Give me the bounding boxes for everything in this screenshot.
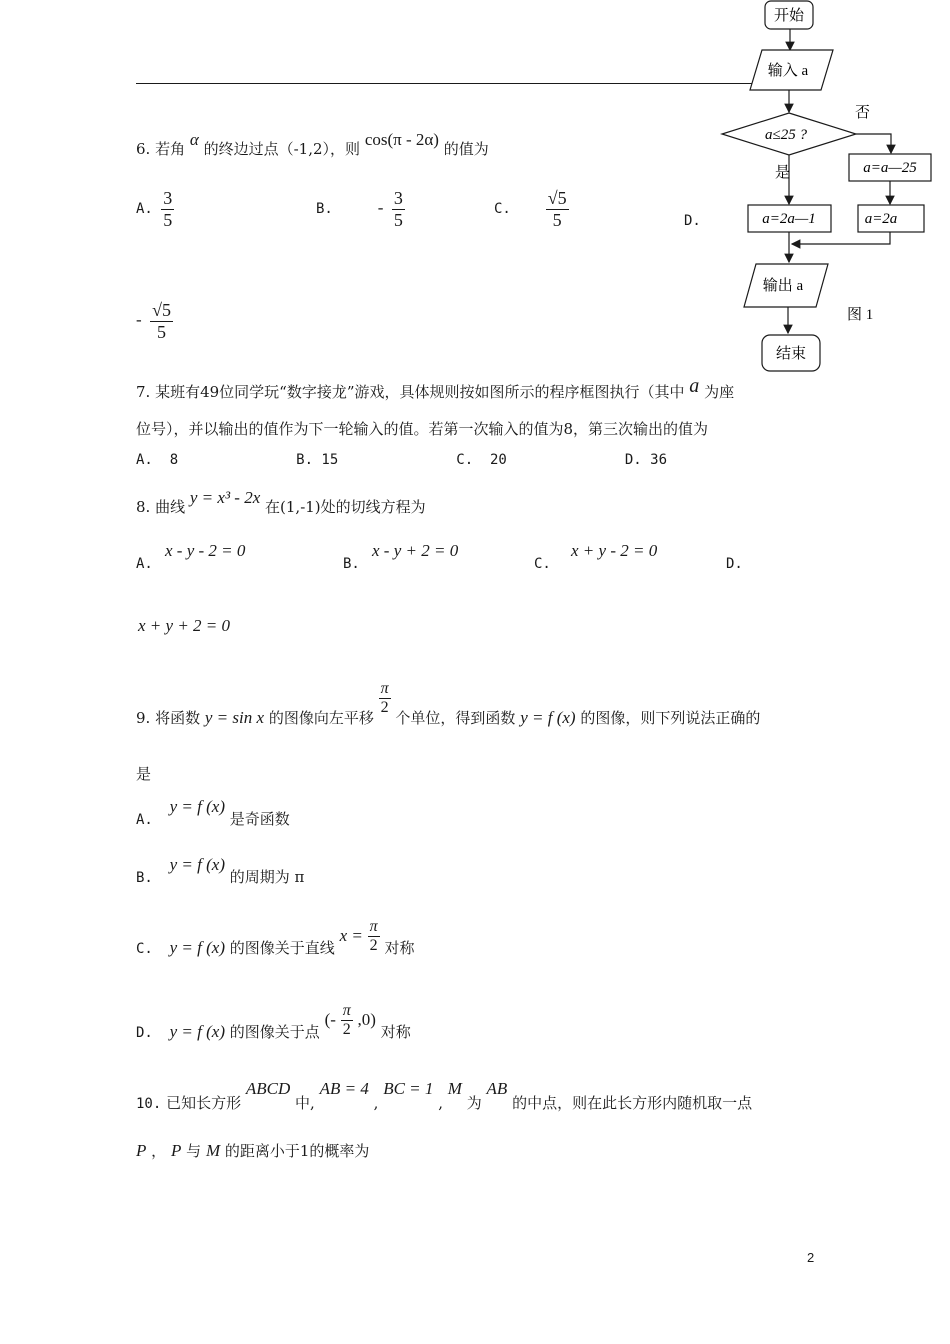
q6-opt-c-fraction xyxy=(546,188,569,230)
flow-caption: 图 1 xyxy=(847,307,874,323)
q7-options: A. 8 B. 15 C. 20 D. 36 xyxy=(136,452,668,468)
page-number: 2 xyxy=(807,1250,815,1265)
q9-opt-a-label: A. xyxy=(136,812,153,828)
q6-opt-b-num: 3 xyxy=(393,188,403,208)
q6-option-d-value xyxy=(136,300,173,342)
q9-option-d xyxy=(136,1002,411,1040)
q6-opt-d-label: D. xyxy=(684,213,701,229)
flow-condition-label: a≤25 ? xyxy=(765,127,807,143)
q9-opt-d-label: D. xyxy=(136,1024,153,1041)
q9-f1: y = sin x xyxy=(204,707,265,727)
flow-no-label: 否 xyxy=(855,105,871,121)
q10-abcd: ABCD xyxy=(245,1079,291,1098)
flow-left-label: a=2a—1 xyxy=(762,211,816,227)
q8-option-a xyxy=(136,556,153,572)
q9-opt-c-end: 对称 xyxy=(384,938,415,957)
q6-expr: cos(π - 2α) xyxy=(364,130,439,149)
q6-stem-post: 的值为 xyxy=(443,140,489,158)
flowchart xyxy=(700,0,950,380)
q6-opt-d-fraction xyxy=(150,300,173,342)
q9-opt-d-open: (- xyxy=(324,1009,336,1029)
q9-stem-cont: 是 xyxy=(136,765,152,783)
q9-shift-num: π xyxy=(379,680,391,699)
q10-ab2: AB xyxy=(486,1079,508,1098)
q8-curve: y = x³ - 2x xyxy=(189,488,261,507)
q10-t7: ， xyxy=(151,1142,167,1160)
flow-yes-label: 是 xyxy=(775,165,791,181)
q6-opt-d-sign: - xyxy=(136,310,142,330)
q6-opt-a-label: A. xyxy=(136,201,153,218)
q9-f2: y = f (x) xyxy=(520,707,576,727)
q8-opt-d-expr: x + y + 2 = 0 xyxy=(138,616,231,635)
q9-opt-b-expr: y = f (x) xyxy=(169,855,225,874)
q7-line2: 位号），并以输出的值作为下一轮输入的值。若第一次输入的值为8，第三次输出的值为 xyxy=(136,420,709,438)
header-rule xyxy=(136,83,781,84)
q6-opt-c-num: √5 xyxy=(547,188,567,208)
q10-t5: 为 xyxy=(466,1094,482,1112)
q6-opt-c-den: 5 xyxy=(552,209,562,230)
q6-opt-a-fraction xyxy=(161,188,174,230)
q9-stem-mid2: 个单位，得到函数 xyxy=(395,708,516,727)
q9-shift-den: 2 xyxy=(380,699,389,717)
q7-line1-post: 为座 xyxy=(704,383,735,401)
q8-option-b xyxy=(343,556,360,572)
q6-opt-d-den: 5 xyxy=(157,321,167,342)
q8-stem xyxy=(136,488,426,517)
q10-t2: 中, xyxy=(295,1094,315,1112)
q6-opt-b-den: 5 xyxy=(393,209,403,230)
q10-line1 xyxy=(136,1078,753,1112)
flow-start-label: 开始 xyxy=(773,8,805,24)
q10-ab: AB = 4 xyxy=(319,1079,369,1098)
q10-line2 xyxy=(136,1140,369,1161)
q6-option-d xyxy=(684,213,701,229)
q8-opt-a-expr: x - y - 2 = 0 xyxy=(165,541,246,560)
q9-stem-mid: 的图像向左平移 xyxy=(268,708,374,727)
q6-opt-c-label: C. xyxy=(494,201,511,218)
q9-opt-c-label: C. xyxy=(136,940,153,957)
q9-opt-d-fraction xyxy=(341,1002,353,1040)
flow-input-label: 输入 a xyxy=(767,63,809,79)
q6-stem-mid: 的终边过点（-1,2），则 xyxy=(203,140,361,158)
q10-p: P xyxy=(136,1141,147,1160)
q9-opt-c-den: 2 xyxy=(369,937,378,955)
q9-opt-c-fraction xyxy=(368,918,380,956)
q8-opt-c-label: C. xyxy=(534,556,551,572)
q9-option-a xyxy=(136,796,290,828)
q10-t6: 的中点，则在此长方形内随机取一点 xyxy=(512,1094,753,1112)
flow-right-label: a=2a xyxy=(864,211,898,227)
q9-opt-d-num: π xyxy=(341,1002,353,1021)
q9-opt-b-label: B. xyxy=(136,870,153,886)
q10-m: M xyxy=(447,1079,462,1098)
q9-opt-c-text: 的图像关于直线 xyxy=(229,938,335,957)
q8-opt-c-expr: x + y - 2 = 0 xyxy=(571,541,658,560)
q7-line1-pre: 7. 某班有49位同学玩“数字接龙”游戏，具体规则按如图所示的程序框图执行（其中 xyxy=(136,383,685,401)
q9-stem-pre: 9. 将函数 xyxy=(136,708,201,727)
flow-minus-label: a=a—25 xyxy=(863,160,917,176)
q10-t8: 与 xyxy=(186,1142,202,1160)
q9-opt-c-x: x = xyxy=(339,925,363,945)
q9-opt-d-expr: y = f (x) xyxy=(169,1021,225,1041)
q7-line1 xyxy=(136,375,735,403)
q9-opt-d-close: ,0) xyxy=(357,1009,376,1029)
q10-t1: 已知长方形 xyxy=(166,1094,242,1112)
q6-opt-b-fraction xyxy=(392,188,405,230)
q9-stem xyxy=(136,680,761,727)
q9-opt-a-expr: y = f (x) xyxy=(169,797,225,816)
q10-t3: , xyxy=(373,1094,379,1112)
q6-alpha: α xyxy=(189,130,199,149)
q6-opt-a-num: 3 xyxy=(163,188,173,208)
q6-opt-d-num: √5 xyxy=(152,300,171,320)
q7-var: a xyxy=(689,375,700,397)
q6-opt-a-den: 5 xyxy=(163,209,173,230)
q9-opt-b-text: 的周期为 π xyxy=(229,868,305,886)
q10-bc: BC = 1 xyxy=(383,1079,434,1098)
q8-stem-post: 在(1,-1)处的切线方程为 xyxy=(265,498,426,516)
q8-opt-b-expr: x - y + 2 = 0 xyxy=(372,541,459,560)
q8-option-c xyxy=(534,556,551,572)
q9-opt-d-end: 对称 xyxy=(380,1022,411,1041)
q9-opt-a-text: 是奇函数 xyxy=(229,810,290,828)
q10-num: 10. xyxy=(136,1096,162,1112)
q9-opt-d-den: 2 xyxy=(342,1021,351,1039)
q10-t4: , xyxy=(438,1094,443,1112)
q6-opt-b-label: B. xyxy=(316,201,333,218)
q9-opt-d-text: 的图像关于点 xyxy=(229,1022,320,1041)
q9-option-c xyxy=(136,918,414,956)
q8-stem-pre: 8. 曲线 xyxy=(136,498,186,516)
q6-option-a xyxy=(136,188,174,230)
q9-option-b xyxy=(136,854,305,886)
q10-p2: P xyxy=(170,1141,182,1160)
q6-opt-b-sign: - xyxy=(377,198,384,218)
flow-end-label: 结束 xyxy=(775,346,807,362)
q9-shift-fraction xyxy=(379,680,391,718)
q8-opt-a-label: A. xyxy=(136,556,153,572)
q8-option-d xyxy=(726,556,743,572)
q10-t9: 的距离小于1的概率为 xyxy=(224,1142,370,1160)
q8-opt-d-label: D. xyxy=(726,556,743,572)
q6-option-c xyxy=(494,188,569,230)
q6-stem xyxy=(136,130,489,159)
q6-option-b xyxy=(316,188,405,230)
q10-m2: M xyxy=(205,1141,221,1160)
flow-output-label: 输出 a xyxy=(762,278,804,294)
q6-stem-pre: 6. 若角 xyxy=(136,140,186,158)
q9-stem-post: 的图像，则下列说法正确的 xyxy=(580,708,761,727)
q9-opt-c-num: π xyxy=(368,918,380,937)
q9-opt-c-expr: y = f (x) xyxy=(169,937,225,957)
q8-opt-b-label: B. xyxy=(343,556,360,572)
